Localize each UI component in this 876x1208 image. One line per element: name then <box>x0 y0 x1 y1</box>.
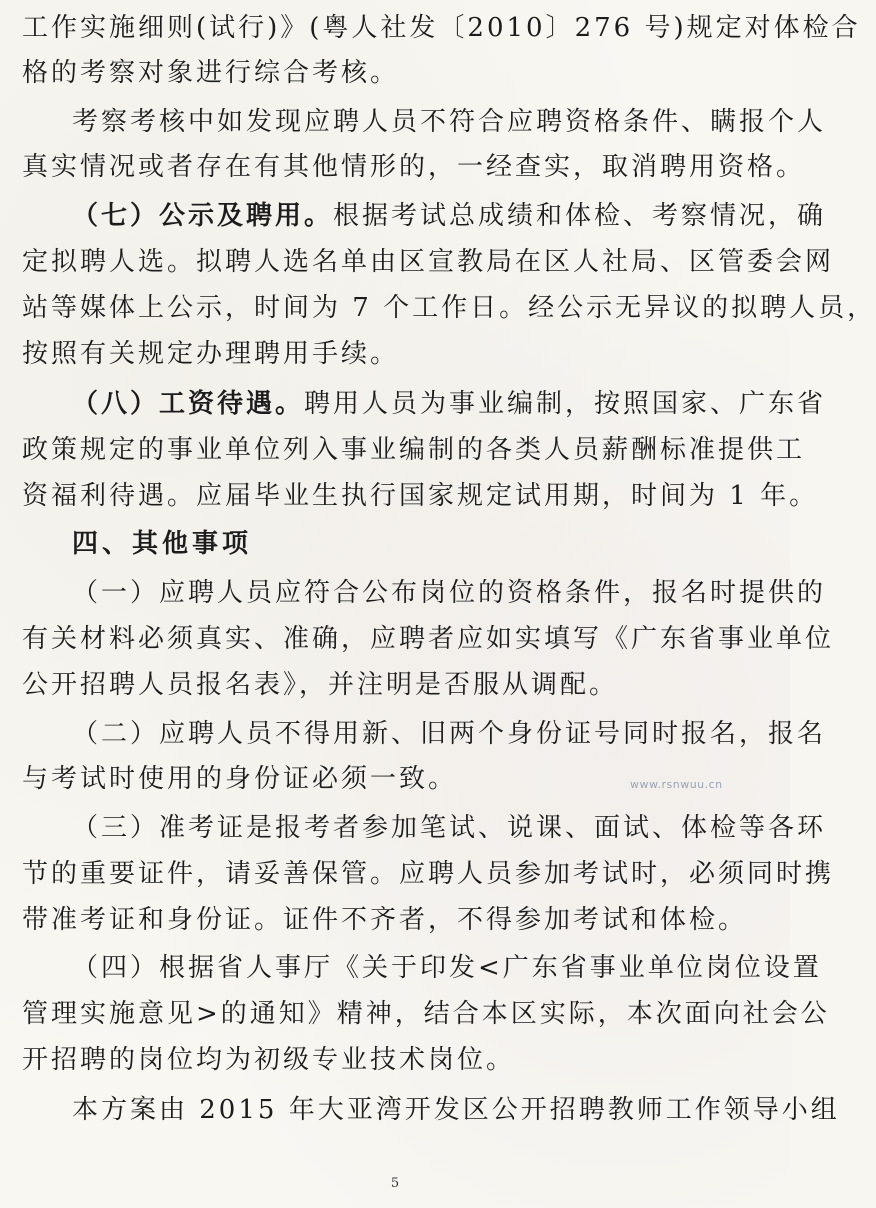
section-lead: （八）工资待遇。 <box>72 389 305 419</box>
body-line: 工作实施细则(试行)》(粤人社发〔2010〕276 号)规定对体检合 <box>22 13 861 43</box>
body-line: （一）应聘人员应符合公布岗位的资格条件，报名时提供的 <box>72 578 827 608</box>
section-heading: 四、其他事项 <box>72 529 253 559</box>
body-line: 考察考核中如发现应聘人员不符合应聘资格条件、瞒报个人 <box>72 107 827 137</box>
body-line: （二）应聘人员不得用新、旧两个身份证号同时报名，报名 <box>72 719 827 749</box>
body-line: 有关材料必须真实、准确，应聘者应如实填写《广东省事业单位 <box>22 624 835 654</box>
body-line: 格的考察对象进行综合考核。 <box>22 58 400 88</box>
body-line: 政策规定的事业单位列入事业编制的各类人员薪酬标准提供工 <box>22 435 806 465</box>
body-line: 本方案由 2015 年大亚湾开发区公开招聘教师工作领导小组 <box>72 1095 840 1125</box>
section-lead: （七）公示及聘用。 <box>72 201 334 231</box>
body-line: （四）根据省人事厅《关于印发<广东省事业单位岗位设置 <box>72 953 822 983</box>
body-line: 定拟聘人选。拟聘人选名单由区宣教局在区人社局、区管委会网 <box>22 247 835 277</box>
section-text: 聘用人员为事业编制，按照国家、广东省 <box>304 389 827 419</box>
body-line: 站等媒体上公示，时间为 7 个工作日。经公示无异议的拟聘人员， <box>22 293 876 323</box>
body-line: 按照有关规定办理聘用手续。 <box>22 339 400 369</box>
body-line <box>72 382 827 426</box>
body-line: 节的重要证件，请妥善保管。应聘人员参加考试时，必须同时携 <box>22 859 835 889</box>
body-line: 资福利待遇。应届毕业生执行国家规定试用期，时间为 1 年。 <box>22 481 819 511</box>
body-line: （三）准考证是报考者参加笔试、说课、面试、体检等各环 <box>72 813 827 843</box>
body-line: 管理实施意见>的通知》精神，结合本区实际，本次面向社会公 <box>22 999 830 1029</box>
body-line: 开招聘的岗位均为初级专业技术岗位。 <box>22 1045 516 1075</box>
page-number: 5 <box>390 1176 400 1191</box>
body-line: 真实情况或者存在有其他情形的，一经查实，取消聘用资格。 <box>22 152 806 182</box>
body-line <box>72 194 827 238</box>
section-text: 根据考试总成绩和体检、考察情况，确 <box>333 201 827 231</box>
body-line: 与考试时使用的身份证必须一致。 <box>22 764 458 794</box>
body-line: 带准考证和身份证。证件不齐者，不得参加考试和体检。 <box>22 905 748 935</box>
watermark-text: www.rsnwuu.cn <box>630 778 723 791</box>
body-line: 公开招聘人员报名表》，并注明是否服从调配。 <box>22 670 619 700</box>
